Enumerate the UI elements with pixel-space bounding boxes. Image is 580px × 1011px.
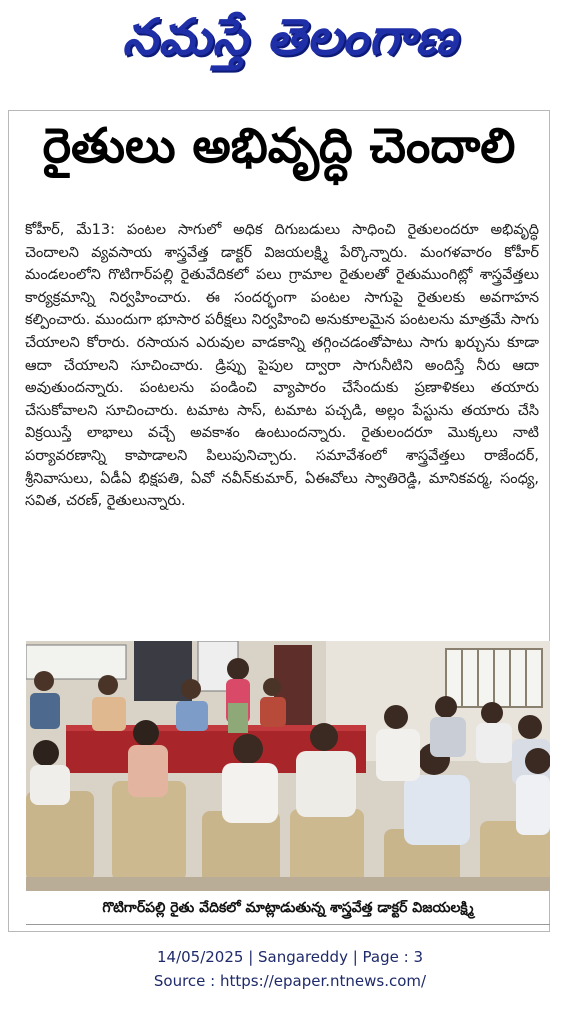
source-link[interactable]: Source : https://epaper.ntnews.com/: [153, 972, 427, 990]
edition-info: 14/05/2025 | Sangareddy | Page : 3: [156, 948, 423, 966]
masthead-title: నమస్తే తెలంగాణ: [122, 7, 458, 66]
newspaper-masthead: [0, 4, 580, 82]
article-headline: రైతులు అభివృద్ధి చెందాలి: [42, 118, 516, 174]
photo-caption: గొటిగార్‌పల్లి రైతు వేదికలో మాట్లాడుతున్న శాస్త్రవేత్త డాక్టర్ విజయలక్ష్మి: [26, 895, 550, 925]
article-body: కోహీర్, మే13: పంటల సాగులో అధిక దిగుబడులు సాధించి రైతులందరూ అభివృద్ధి చెందాలని వ్యవసాయ శాస్త్రవేత్త డాక్టర్ విజయలక్ష్మి పేర్కొన్నారు. మంగళవారం కోహీర్ మండలంలోని గొటిగార్‌పల్లి రైతువేదికలో పలు గ్రామాల రైతులతో రైతుముంగిట్లో శాస్త్రవేత్తలు కార్యక్రమాన్ని నిర్వహించారు. ఈ సందర్భంగా పంటల సాగుపై రైతులకు అవగాహన కల్పించారు. ముందుగా భూసార పరీక్షలు నిర్వహించి అనుకూలమైన పంటలను మాత్రమే సాగు చేయాలని కోరారు. రసాయన ఎరువుల వాడకాన్ని తగ్గించడంతోపాటు సాగు ఖర్చును కూడా ఆదా చేయాలని సూచించారు. డ్రిప్పు పైపుల ద్వారా సాగునీటిని అందిస్తే నీరు ఆదా అవుతుందన్నారు. పంటలను పండించి వ్యాపారం చేసేందుకు ప్రణాళికలు తయారు చేసుకోవాలని సూచించారు. టమాట సాస్, టమాట పచ్చడి, అల్లం పేస్టును తయారు చేసి విక్రయిస్తే లాభాలు వచ్చే అవకాశం ఉంటుందన్నారు. రైతులందరూ మొక్కలు నాటి పర్యావరణాన్ని కాపాడాలని పిలుపునిచ్చారు. సమావేశంలో శాస్త్రవేత్తలు రాజేందర్, శ్రీనివాసులు, ఏడీఏ భిక్షపతి, ఏవో నవీన్‌కుమార్, ఏఈవోలు స్వాతిరెడ్డి, మానికవర్మ, సంధ్య, సవిత, చరణ్, రైతులున్నారు.: [25, 222, 539, 510]
news-clipping: [8, 110, 550, 932]
article-photo: [26, 641, 550, 891]
meeting-photo-illustration: [26, 641, 550, 891]
